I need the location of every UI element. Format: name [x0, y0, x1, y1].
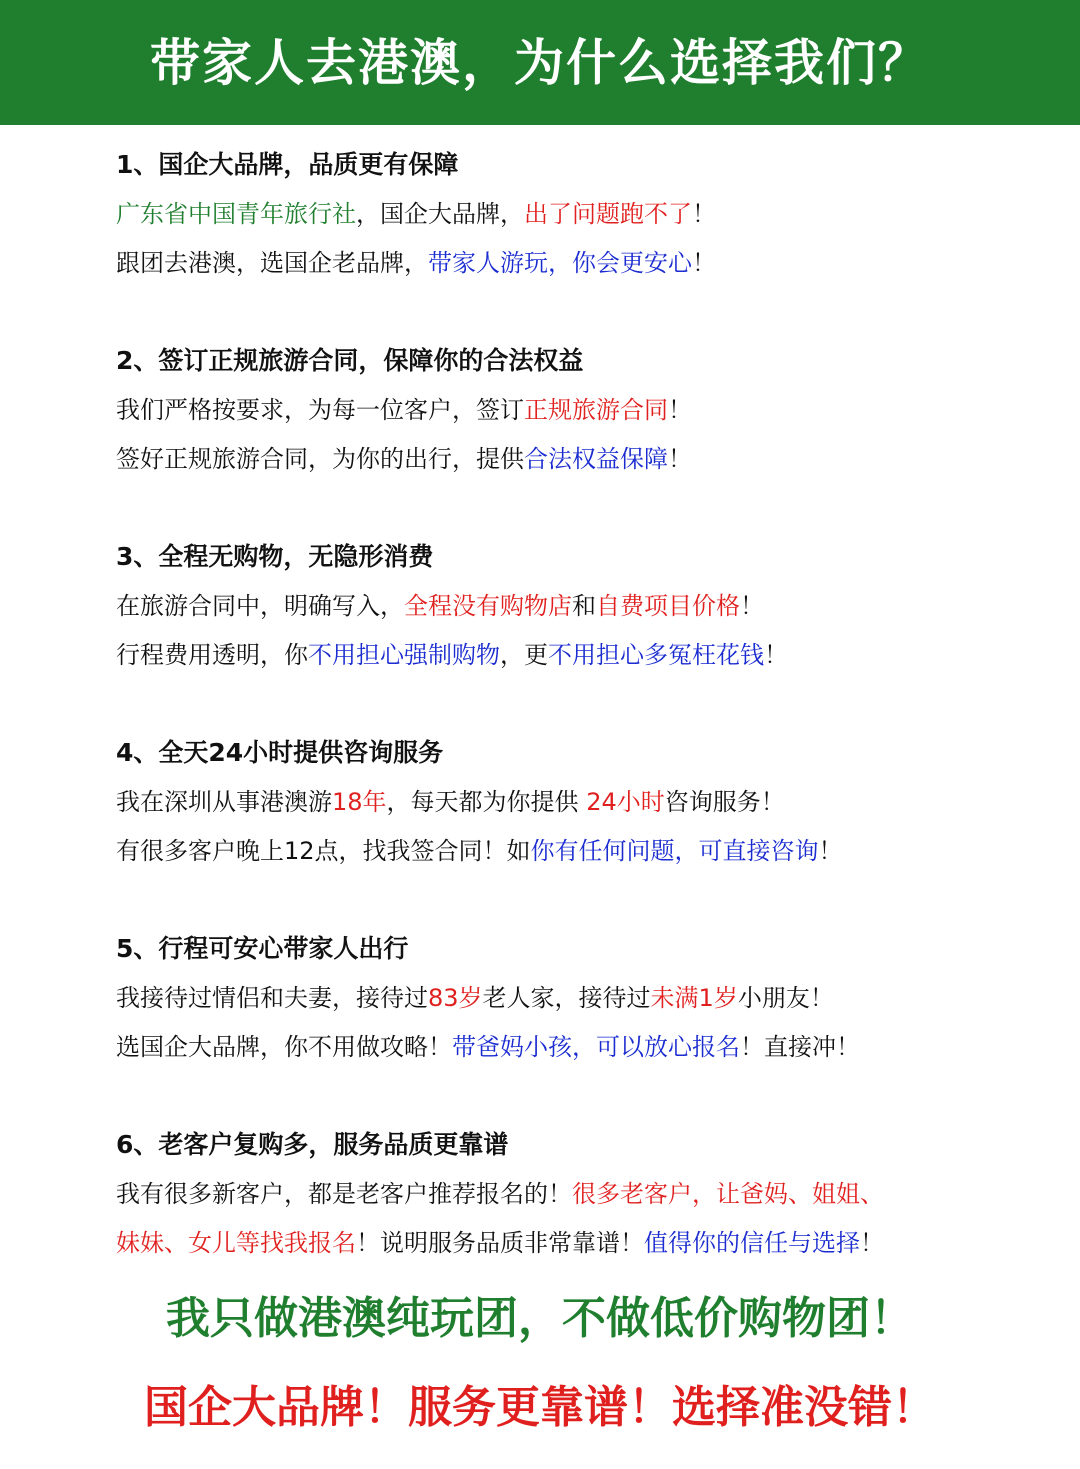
body-text: 我有很多新客户，都是老客户推荐报名的！	[116, 1180, 572, 1208]
highlight-text: 合法权益保障	[524, 445, 668, 473]
section-line	[116, 1223, 884, 1263]
highlight-text: 带家人游玩，你会更安心	[428, 249, 692, 277]
section-title: 4、全天24小时提供咨询服务	[116, 738, 444, 767]
feature-section	[116, 341, 692, 479]
body-text: ！	[668, 445, 692, 473]
section-title: 5、行程可安心带家人出行	[116, 934, 409, 963]
highlight-text: 不用担心多冤枉花钱	[548, 641, 764, 669]
body-text: 我们严格按要求，为每一位客户，签订	[116, 396, 524, 424]
section-line	[116, 782, 843, 822]
highlight-text: 全程没有购物店	[404, 592, 572, 620]
section-line	[116, 1027, 860, 1067]
body-text: ！	[692, 249, 716, 277]
highlight-text: 带爸妈小孩，可以放心报名	[452, 1033, 740, 1061]
feature-section	[116, 1125, 884, 1263]
highlight-text: 不用担心强制购物	[308, 641, 500, 669]
body-text: 跟团去港澳，选国企老品牌，	[116, 249, 428, 277]
section-line	[116, 439, 692, 479]
feature-section	[116, 733, 843, 871]
section-line	[116, 390, 692, 430]
highlight-text: 83岁	[428, 984, 483, 1012]
section-line	[116, 586, 788, 626]
body-text: ，更	[500, 641, 548, 669]
body-text: 行程费用透明，你	[116, 641, 308, 669]
highlight-text: 24小时	[586, 788, 665, 816]
feature-section	[116, 145, 716, 283]
highlight-text: 正规旅游合同	[524, 396, 668, 424]
body-text: 咨询服务！	[664, 788, 785, 816]
body-text: 我接待过情侣和夫妻，接待过	[116, 984, 428, 1012]
body-text: 有很多客户晚上12点，找我签合同！如	[116, 837, 531, 865]
section-title: 2、签订正规旅游合同，保障你的合法权益	[116, 346, 584, 375]
body-text: ！	[668, 396, 692, 424]
highlight-text: 广东省中国青年旅行社	[116, 200, 356, 228]
feature-section	[116, 929, 860, 1067]
feature-section	[116, 537, 788, 675]
highlight-text: 18年	[332, 788, 387, 816]
slogan-line-2: 国企大品牌！服务更靠谱！选择准没错！	[144, 1382, 936, 1433]
body-text: 选国企大品牌，你不用做攻略！	[116, 1033, 452, 1061]
section-title: 3、全程无购物，无隐形消费	[116, 542, 434, 571]
body-text: 我在深圳从事港澳游	[116, 788, 332, 816]
body-text: ，每天都为你提供	[386, 788, 587, 816]
section-title: 6、老客户复购多，服务品质更靠谱	[116, 1130, 509, 1159]
body-text: ！	[764, 641, 788, 669]
section-line	[116, 978, 860, 1018]
body-text: ！	[860, 1229, 884, 1257]
body-text: 老人家，接待过	[482, 984, 651, 1012]
section-line	[116, 635, 788, 675]
body-text: ，国企大品牌，	[356, 200, 524, 228]
highlight-text: 很多老客户，让爸妈、姐姐、	[572, 1180, 884, 1208]
section-line	[116, 243, 716, 283]
body-text: 在旅游合同中，明确写入，	[116, 592, 404, 620]
highlight-text: 值得你的信任与选择	[644, 1229, 860, 1257]
highlight-text: 出了问题跑不了	[524, 200, 692, 228]
section-line	[116, 831, 843, 871]
highlight-text: 自费项目价格	[596, 592, 740, 620]
slogan-line-1: 我只做港澳纯玩团，不做低价购物团！	[166, 1293, 914, 1344]
body-text: ！	[818, 837, 843, 865]
body-text: ！说明服务品质非常靠谱！	[356, 1229, 644, 1257]
highlight-text: 你有任何问题，可直接咨询	[530, 837, 819, 865]
body-text: ！	[740, 592, 764, 620]
body-text: ！直接冲！	[740, 1033, 860, 1061]
page-title: 带家人去港澳，为什么选择我们？	[150, 33, 930, 92]
body-text: 和	[572, 592, 596, 620]
body-text: 小朋友！	[737, 984, 834, 1012]
section-title: 1、国企大品牌，品质更有保障	[116, 150, 459, 179]
body-text: ！	[692, 200, 716, 228]
section-line	[116, 1174, 884, 1214]
section-line	[116, 194, 716, 234]
highlight-text: 未满1岁	[650, 984, 738, 1012]
header-banner	[0, 0, 1080, 125]
body-text: 签好正规旅游合同，为你的出行，提供	[116, 445, 524, 473]
highlight-text: 妹妹、女儿等找我报名	[116, 1229, 356, 1257]
